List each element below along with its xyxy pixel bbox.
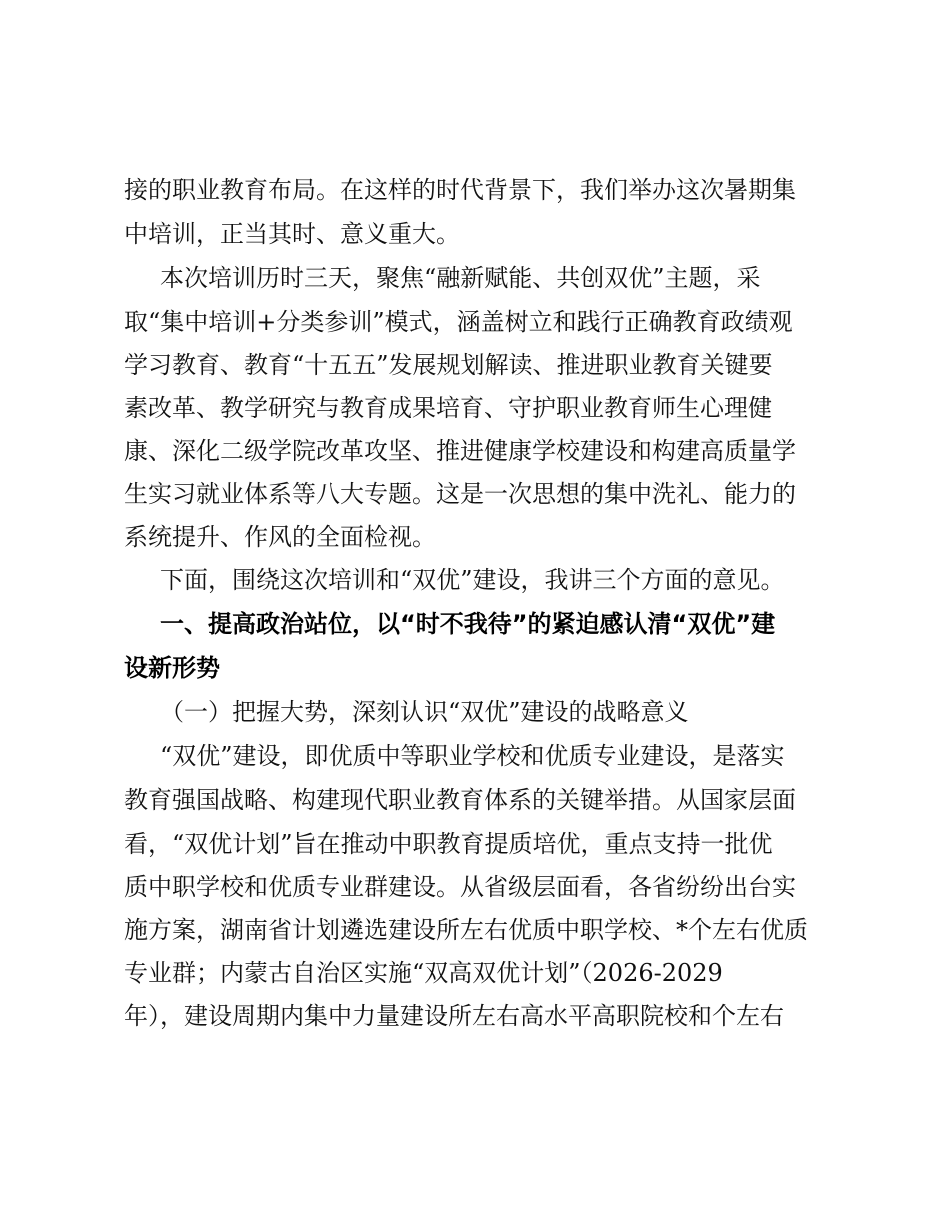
paragraph-line: 学习教育、教育“十五五”发展规划解读、推进职业教育关键要 bbox=[124, 351, 773, 379]
paragraph-line: 中培训，正当其时、意义重大。 bbox=[124, 220, 460, 248]
paragraph-line: 年），建设周期内集中力量建设所左右高水平高职院校和个左右 bbox=[124, 1002, 784, 1030]
paragraph-line: 下面，围绕这次培训和“双优”建设，我讲三个方面的意见。 bbox=[160, 566, 785, 594]
section-heading-continued: 设新形势 bbox=[124, 654, 220, 682]
paragraph-line: 取“集中培训+分类参训”模式，涵盖树立和践行正确教育政绩观 bbox=[124, 308, 793, 336]
paragraph-line: 看，“双优计划”旨在推动中职教育提质培优，重点支持一批优 bbox=[124, 830, 773, 858]
paragraph-line: 专业群；内蒙古自治区实施“双高双优计划”（2026-2029 bbox=[124, 959, 723, 987]
section-heading: 一、提高政治站位，以“时不我待”的紧迫感认清“双优”建 bbox=[160, 610, 776, 638]
paragraph-line: 质中职学校和优质专业群建设。从省级层面看，各省纷纷出台实 bbox=[124, 873, 796, 901]
paragraph-line: 教育强国战略、构建现代职业教育体系的关键举措。从国家层面 bbox=[124, 786, 796, 814]
paragraph-line: 接的职业教育布局。在这样的时代背景下，我们举办这次暑期集 bbox=[124, 176, 796, 204]
paragraph-line: 素改革、教学研究与教育成果培育、守护职业教育师生心理健 bbox=[124, 394, 772, 422]
paragraph-line: 生实习就业体系等八大专题。这是一次思想的集中洗礼、能力的 bbox=[124, 480, 796, 508]
paragraph-line: 施方案，湖南省计划遴选建设所左右优质中职学校、*个左右优质 bbox=[124, 916, 808, 944]
paragraph-line: 康、深化二级学院改革攻坚、推进健康学校建设和构建高质量学 bbox=[124, 437, 796, 465]
paragraph-line: “双优”建设，即优质中等职业学校和优质专业建设，是落实 bbox=[160, 742, 785, 770]
paragraph-line: 系统提升、作风的全面检视。 bbox=[124, 523, 436, 551]
paragraph-line: 本次培训历时三天，聚焦“融新赋能、共创双优”主题，采 bbox=[160, 264, 761, 292]
subsection-heading: （一）把握大势，深刻认识“双优”建设的战略意义 bbox=[160, 698, 689, 726]
